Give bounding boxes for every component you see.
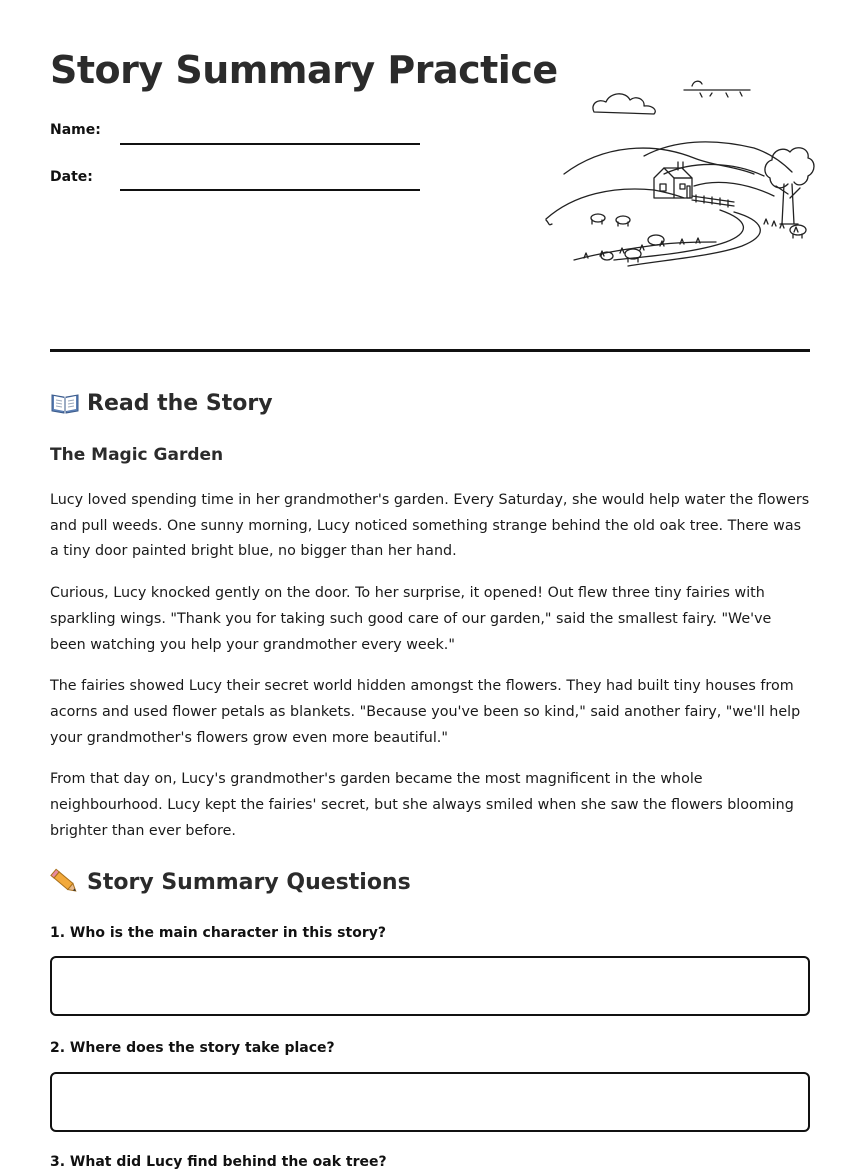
farm-landscape-illustration <box>544 74 804 270</box>
story-paragraph: Lucy loved spending time in her grandmother's garden. Every Saturday, she would help water the flowers and pull weeds. One sunny morning, Lucy noticed something strange behind the old oak tree. There was a tiny door painted bright blue, no bigger than her hand. <box>50 492 810 560</box>
page-title: Story Summary Practice <box>50 48 558 92</box>
story-title: The Magic Garden <box>50 445 224 465</box>
question-label: 3. What did Lucy find behind the oak tree? <box>50 1154 387 1170</box>
name-label: Name: <box>50 122 101 138</box>
read-story-heading-text: Read the Story <box>87 390 273 416</box>
questions-heading-text: Story Summary Questions <box>87 869 411 895</box>
header-divider <box>50 349 810 352</box>
story-paragraph: Curious, Lucy knocked gently on the door. To her surprise, it opened! Out flew three tiny fairies with sparkling wings. "Thank you for taking such good care of our garden," said the smallest fairy. "We've been watching you help your grandmother every week." <box>50 585 772 653</box>
story-paragraph: From that day on, Lucy's grandmother's garden became the most magnificent in the whole neighbourhood. Lucy kept the fairies' secret, but she always smiled when she saw the flowers blooming brighter than ever before. <box>50 771 794 839</box>
date-label: Date: <box>50 169 93 185</box>
question-1 <box>50 925 810 941</box>
question-label: 1. Who is the main character in this story? <box>50 925 386 941</box>
read-story-heading <box>50 390 273 416</box>
story-text <box>50 488 810 860</box>
answer-box-2[interactable] <box>50 1072 810 1132</box>
date-field[interactable] <box>50 169 420 199</box>
open-book-icon <box>50 390 80 416</box>
question-label: 2. Where does the story take place? <box>50 1040 335 1056</box>
answer-box-1[interactable] <box>50 956 810 1016</box>
pencil-icon <box>50 869 80 895</box>
worksheet-page <box>50 0 810 1170</box>
date-write-line[interactable] <box>120 189 420 191</box>
questions-heading <box>50 869 411 895</box>
story-paragraph: The fairies showed Lucy their secret world hidden amongst the flowers. They had built tiny houses from acorns and used flower petals as blankets. "Because you've been so kind," said another fairy, "we'll help your grandmother's flowers grow even more beautiful." <box>50 678 801 746</box>
question-3 <box>50 1154 810 1170</box>
name-write-line[interactable] <box>120 143 420 145</box>
question-2 <box>50 1040 810 1056</box>
name-field[interactable] <box>50 122 420 152</box>
